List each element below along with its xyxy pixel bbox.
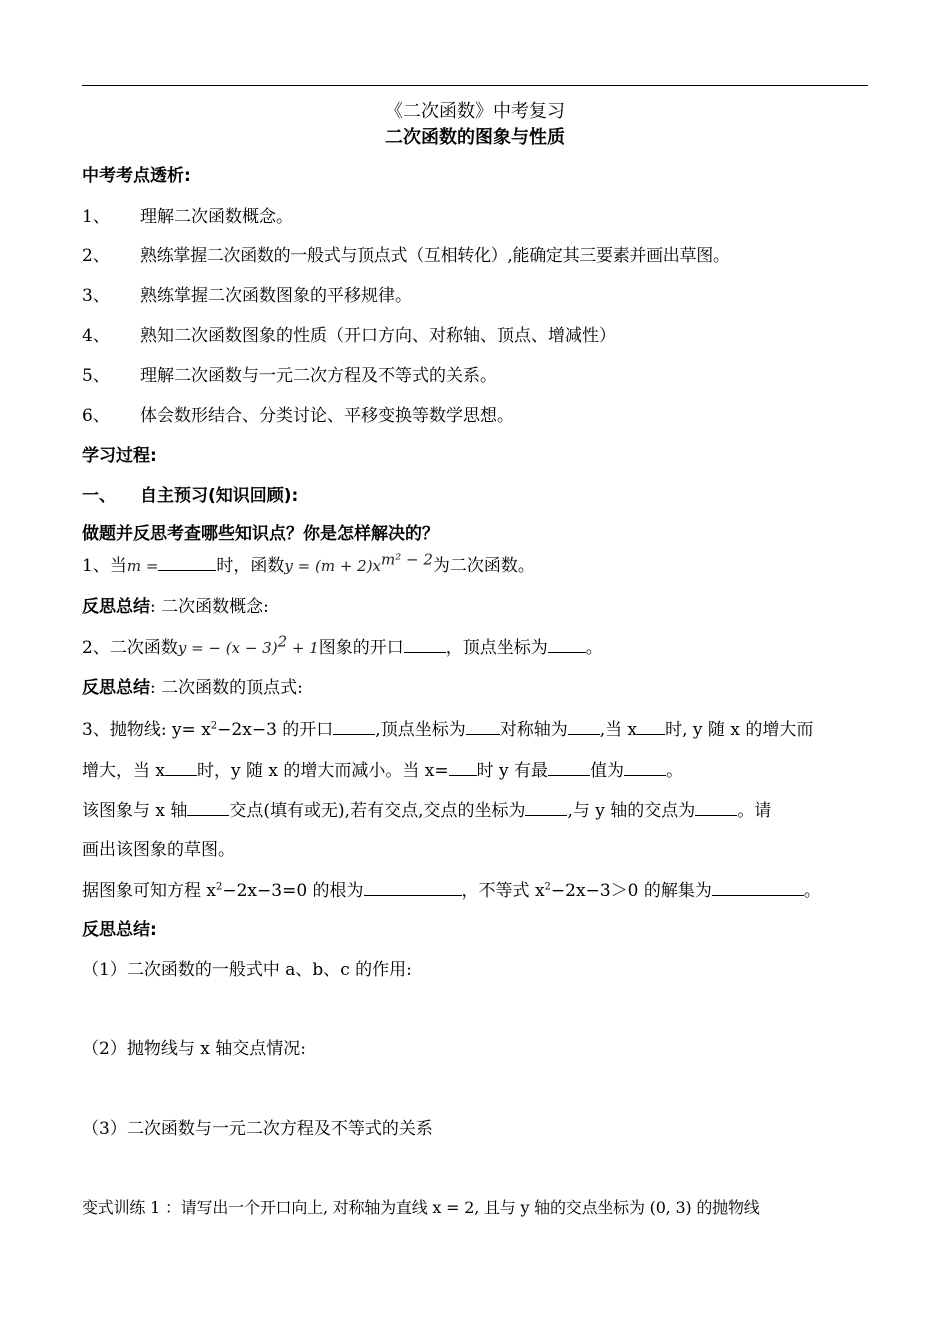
exam-point-item [82,325,616,347]
item-number: 1、 [82,207,110,227]
document-title: 《二次函数》中考复习 [385,101,565,122]
q3-text: 增大，当 x [82,761,165,781]
item-number: 4、 [82,326,110,346]
answer-blank[interactable] [449,759,477,776]
q1-prefix: 1、当 [82,556,127,576]
q3-text: −2x−3=0 的根为 [222,881,364,901]
q2-formula-tail: + 1 [287,639,319,657]
q3-text: 。 [666,761,684,781]
q2-mid2: ，顶点坐标为 [445,638,548,658]
q3-text: 该图象与 x 轴 [82,801,188,821]
q3-text: 交点(填有或无),若有交点,交点的坐标为 [229,801,526,821]
q3-text: 时, y 随 x 的增大而 [665,720,814,740]
exam-points-heading: 中考考点透析: [82,166,191,186]
q3-text: 时 y 有最 [476,761,549,781]
item-number: 2、 [82,246,110,266]
answer-blank[interactable] [364,879,462,896]
q3-text: −2x−3＞0 的解集为 [550,881,712,901]
item-text: 熟知二次函数图象的性质（开口方向、对称轴、顶点、增减性） [140,326,616,346]
exam-point-item [82,245,730,267]
q3-text: 时，y 随 x 的增大而减小。当 x= [197,761,449,781]
reflection-label: 反思总结 [82,678,150,698]
answer-blank[interactable] [548,759,590,776]
q1-suffix: 为二次函数。 [432,556,535,576]
answer-blank[interactable] [568,718,600,735]
answer-blank[interactable] [466,718,500,735]
reflection-label: 反思总结 [82,597,150,617]
q3-text: 。请 [737,801,772,821]
question-3-line-4: 画出该图象的草图。 [82,840,235,860]
item-number: 6、 [82,406,110,426]
q3-text: ,当 x [599,720,638,740]
question-3-line-5 [82,879,821,902]
section-heading [82,485,298,507]
exercise-1: 变式训练 1 ：请写出一个开口向上, 对称轴为直线 x = 2, 且与 y 轴的交点坐标为 (0, 3) 的抛物线 [82,1198,760,1217]
q3-square: 2 [544,881,551,893]
question-3-line-3 [82,799,771,822]
q3-text: ,与 y 轴的交点为 [567,801,696,821]
document-subtitle: 二次函数的图象与性质 [385,127,565,148]
reflection-text: : 二次函数概念: [150,597,269,617]
answer-blank[interactable] [548,636,586,653]
q3-text: 对称轴为 [499,720,568,740]
item-number: 5、 [82,366,110,386]
reflection-text: : 二次函数的顶点式: [150,678,303,698]
exam-point-item [82,285,412,307]
q2-formula-exponent: 2 [277,632,288,651]
q2-mid: 图象的开口 [318,638,404,658]
q3-text: ,顶点坐标为 [375,720,466,740]
q3-text: −2x−3 的开口 [217,720,334,740]
question-1 [82,550,535,577]
reflection-3-item: （1）二次函数的一般式中 a、b、c 的作用: [82,960,412,980]
reflection-1 [82,596,269,618]
answer-blank[interactable] [333,718,375,735]
item-text: 熟练掌握二次函数的一般式与顶点式（互相转化）,能确定其三要素并画出草图。 [140,246,730,266]
section-title: 自主预习(知识回顾): [140,486,299,506]
q3-text: 值为 [590,761,625,781]
answer-blank[interactable] [525,799,567,816]
item-text: 体会数形结合、分类讨论、平移变换等数学思想。 [140,406,514,426]
item-text: 理解二次函数与一元二次方程及不等式的关系。 [140,366,497,386]
answer-blank[interactable] [165,759,197,776]
answer-blank[interactable] [712,879,804,896]
reflection-3-label: 反思总结: [82,920,157,940]
q3-square: 2 [216,881,223,893]
q3-text: ，不等式 x [461,881,545,901]
question-3-line-2 [82,759,683,782]
question-2 [82,632,603,659]
q3-text: 据图象可知方程 x [82,881,216,901]
process-heading: 学习过程: [82,446,157,466]
answer-blank[interactable] [637,718,665,735]
section-number: 一、 [82,486,116,506]
q3-text: 。 [803,881,821,901]
exam-point-item [82,206,293,228]
q3-text: 3、抛物线: y= x [82,720,211,740]
answer-blank[interactable] [404,636,446,653]
q3-square: 2 [210,720,218,732]
exam-point-item [82,405,514,427]
answer-blank[interactable] [624,759,666,776]
item-text: 理解二次函数概念。 [140,207,293,227]
item-number: 3、 [82,286,110,306]
question-3-line-1 [82,718,813,741]
q2-formula: y = − (x − 3) [177,639,278,657]
q1-formula: y = (m + 2)x [284,557,382,575]
q2-suffix: 。 [585,638,603,658]
reflection-2 [82,677,303,699]
answer-blank[interactable] [187,799,229,816]
answer-blank[interactable] [158,554,216,571]
q1-mid: 时，函数 [216,556,285,576]
q1-var: m = [126,557,159,575]
reflection-3-item: （2）抛物线与 x 轴交点情况: [82,1039,306,1059]
header-rule [82,85,868,86]
item-text: 熟练掌握二次函数图象的平移规律。 [140,286,412,306]
reflection-3-item: （3）二次函数与一元二次方程及不等式的关系 [82,1119,433,1139]
q1-formula-exponent: m² − 2 [381,550,433,569]
answer-blank[interactable] [695,799,737,816]
exam-point-item [82,365,497,387]
instruction: 做题并反思考查哪些知识点？你是怎样解决的？ [82,524,439,544]
q2-prefix: 2、二次函数 [82,638,178,658]
